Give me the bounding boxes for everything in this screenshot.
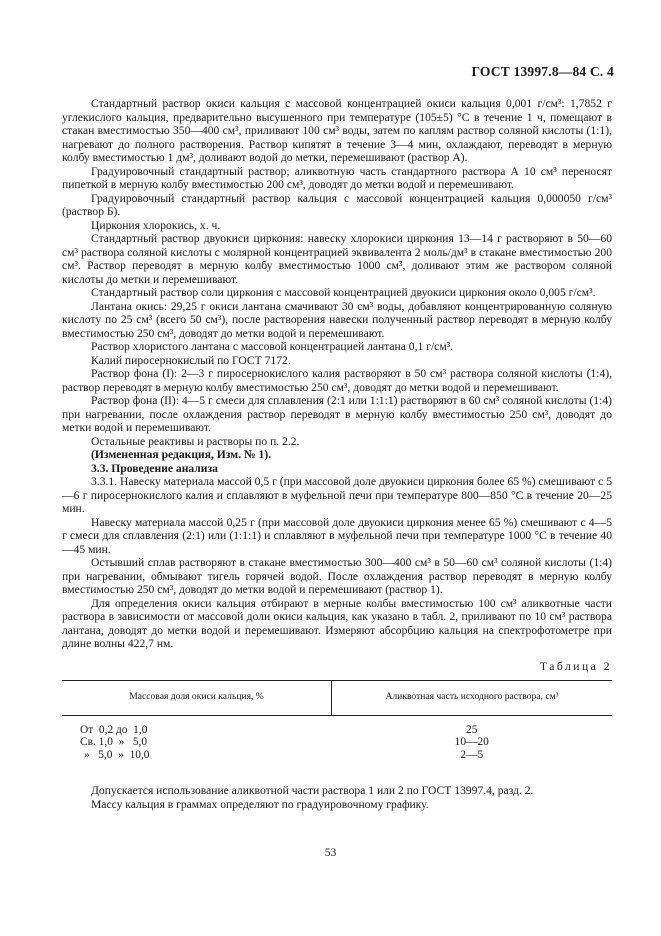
paragraph-analysis-4: Для определения окиси кальция отбирают в мерные колбы вместимостью 100 см³ аликвотные части раствора в зависимости от массовой доли окиси кальция, как указано в табл. 2, приливают по 10 см³ раствора лантана, доводят до метки водой и перемешивают. Измеряют абсорбцию кальция на спектрофотометре при длине волны 422,7 нм.	[62, 596, 612, 650]
paragraph-lanthanum-oxide: Лантана окись: 29,25 г окиси лантана смачивают 30 см³ воды, добавляют концентрированную соляную кислоту по 25 см³ (всего 50 см³), после растворения навески полученный раствор переводят в мерную колбу вместимостью 250 см³, доводят до метки водой и перемешивают.	[62, 299, 612, 340]
aliquot-row-1: 25	[466, 723, 478, 736]
paragraph-calibration-solution-b: Градуировочный стандартный раствор кальция с массовой концентрацией кальция 0,000050 г/см³ (раствор Б).	[62, 191, 612, 218]
table-header-mass-fraction: Массовая доля окиси кальция, %	[62, 681, 332, 716]
paragraph-allowed-aliquot: Допускается использование аликвотной части раствора 1 или 2 по ГОСТ 13997.4, разд. 2.	[91, 784, 534, 797]
range-row-2: Св. 1,0 » 5,0	[80, 736, 148, 748]
document-body	[62, 97, 612, 811]
aliquot-table	[62, 680, 612, 762]
aliquot-row-3: 2—5	[460, 748, 484, 761]
paragraph-zirconium-oxychloride: Циркония хлорокись, х. ч.	[91, 218, 221, 232]
page-header: ГОСТ 13997.8—84 С. 4	[471, 64, 614, 79]
table-cell-range	[62, 715, 332, 762]
aliquot-row-2: 10—20	[454, 736, 489, 748]
paragraph-standard-solution-a: Стандартный раствор окиси кальция с массовой концентрацией окиси кальция 0,001 г/см³: 1,7852 г углекислого кальция, предварительно высушенного при температуре (105±5) °С в течение 1 ч, помещают в стакан вместимостью 350—400 см³, приливают 100 см³ воды, затем по каплям раствор соляной кислоты (1:1), нагревают до полного растворения. Раствор кипятят в течение 3—4 мин, охлаждают, переводят в мерную колбу вместимостью 1 дм³, доливают водой до метки, перемешивают (раствор А).	[62, 97, 612, 164]
paragraph-calibration-solution: Градуировочный стандартный раствор; аликвотную часть стандартного раствора А 10 см³ переносят пипеткой в мерную колбу вместимостью 200 см³, доводят до метки водой и перемешивают.	[62, 164, 612, 191]
table-row	[62, 715, 612, 762]
paragraph-lanthanum-chloride: Раствор хлористого лантана с массовой концентрацией лантана 0,1 г/см³.	[91, 340, 454, 353]
paragraph-background-solution-2: Раствор фона (II): 4—5 г смеси для сплавления (2:1 или 1:1:1) растворяют в 60 см³ соляной кислоты (1:4) при нагревании, после охлаждения раствор переводят в мерную колбу вместимостью 250 см³, доводят до метки водой и перемешивают.	[62, 394, 612, 434]
section-title: 3.3. Проведение анализа	[91, 461, 218, 475]
paragraph-other-reagents: Остальные реактивы и растворы по п. 2.2.	[91, 434, 300, 448]
table-header-row	[62, 681, 612, 716]
paragraph-zirconia-standard: Стандартный раствор двуокиси циркония: навеску хлорокиси циркония 13—14 г растворяют в 50—60 см³ раствора соляной кислоты с молярной концентрацией эквивалента 2 моль/дм³ в стакане вместимостью 200 см³. Раствор переводят в мерную колбу вместимостью 1000 см³, доливают этим же раствором соляной кислоты до метки и перемешивают.	[62, 232, 612, 286]
page-number: 53	[324, 846, 337, 859]
paragraph-calcium-mass: Массу кальция в граммах определяют по градуировочному графику.	[91, 797, 429, 811]
paragraph-background-solution-1: Раствор фона (I): 2—3 г пиросернокислого калия растворяют в 50 см³ раствора соляной кислоты (1:4), раствор переводят в мерную колбу вместимостью 250 см³, доводят до метки водой и перемешивают.	[62, 367, 612, 394]
paragraph-analysis-3: Остывший сплав растворяют в стакане вместимостью 300—400 см³ в 50—60 см³ соляной кислоты (1:4) при нагревании, обмывают тигель горячей водой. После охлаждения раствор переводят в мерную колбу вместимостью 250 см³, доводят до метки водой и перемешивают (раствор 1).	[62, 556, 612, 596]
table-cell-aliquot	[332, 715, 613, 762]
paragraph-analysis-1: 3.3.1. Навеску материала массой 0,5 г (при массовой доле двуокиси циркония более 65 %) смешивают с 5—6 г пиросернокислого калия и сплавляют в муфельной печи при температуре 800—850 °С в течение 20—25 мин.	[62, 475, 612, 515]
range-row-1: От 0,2 до 1,0	[80, 723, 148, 736]
paragraph-potassium-pyrosulfate: Калий пиросернокислый по ГОСТ 7172.	[91, 353, 291, 367]
paragraph-analysis-2: Навеску материала массой 0,25 г (при массовой доле двуокиси циркония менее 65 %) смешивают с 4—5 г смеси для сплавления (2:1) или (1:1:1) и сплавляют в муфельной печи при температуре 1000 °С в течение 40—45 мин.	[62, 515, 612, 556]
range-row-3: » 5,0 » 10,0	[84, 748, 150, 761]
table-caption: Таблица 2	[539, 659, 612, 673]
paragraph-zirconium-salt: Стандартный раствор соли циркония с массовой концентрацией двуокиси циркония около 0,005 г/см³.	[91, 286, 596, 299]
amendment-note: (Измененная редакция, Изм. № 1).	[91, 448, 272, 461]
table-header-aliquot: Аликвотная часть исходного раствора, см³	[332, 681, 613, 716]
